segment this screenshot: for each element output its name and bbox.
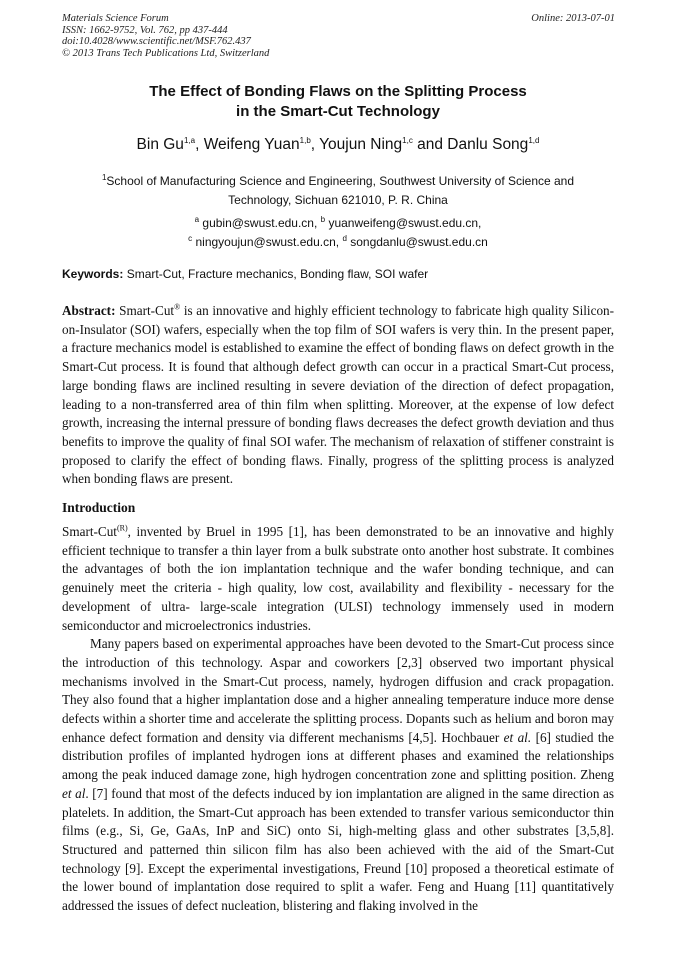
journal-name: Materials Science Forum (62, 13, 169, 24)
abstract (62, 302, 614, 489)
paper-title (62, 82, 614, 122)
title-line-2: in the Smart-Cut Technology (236, 103, 440, 120)
author-separator: and (412, 136, 448, 153)
p1-text: , invented by Bruel in 1995 [1], has been demonstrated to be an innovative and highly efficient technique to transfer a thin layer from a bulk substrate onto another host substrate. It combines the advantages of both the ion implantation technique and the wafer bonding technique, and can genuinely meet the criteria - high quality, low cost, availability and flexibility - necessary for the development of ultra- large-scale integration (ULSI) technology immensely used in modern semiconductor and microelectronics industries. (62, 524, 614, 633)
affiliation (62, 172, 614, 209)
email-d[interactable]: songdanlu@swust.edu.cn (350, 234, 488, 249)
author-sup: 1,a (183, 135, 196, 145)
p1-sup: (R) (116, 523, 128, 533)
introduction-body (62, 523, 614, 916)
author-name: Danlu Song (447, 136, 529, 153)
author-sup: 1,b (299, 135, 311, 145)
author-sup: 1,c (402, 135, 413, 145)
author-name: Bin Gu (136, 136, 184, 153)
abstract-text: is an innovative and highly efficient technology to fabricate high quality Silicon-on-Insulator (SOI) wafers, especially when the top film of SOI wafers is very thin. In the present paper, a fracture mechanics model is established to examine the effect of bonding flaws on defect growth in the Smart-Cut process. It is found that although defect growth can occur in a practical Smart-Cut process, large bonding flaws are inclined resulting in severe deviation of the direction of defect propagation, leading to a non-transferred area of thin film when splitting. Moreover, at the expense of low defect growth, increasing the internal pressure of bonding flaws decreases the defect growth deviation and thus benefits to improve the quality of final SOI wafer. The mechanism of relaxation of stiffener constraint is proposed to clarify the effect of bonding flaws. Finally, progress of the splitting process is analyzed when bonding flaws are present. (62, 303, 615, 487)
journal-header (62, 13, 269, 59)
paragraph-1 (62, 523, 614, 635)
affiliation-line-1: School of Manufacturing Science and Engineering, Southwest University of Science and (106, 174, 575, 188)
registered-mark: ® (174, 302, 181, 312)
email-b[interactable]: yuanweifeng@swust.edu.cn, (328, 216, 482, 230)
section-heading-introduction: Introduction (62, 500, 136, 515)
online-date: Online: 2013-07-01 (531, 13, 615, 24)
email-a[interactable]: gubin@swust.edu.cn, (202, 216, 318, 230)
abstract-lead: Smart-Cut (119, 303, 175, 318)
author-separator: , (195, 136, 204, 153)
title-line-1: The Effect of Bonding Flaws on the Splitting Process (149, 83, 527, 100)
p1-lead: Smart-Cut (62, 524, 117, 539)
journal-doi[interactable]: doi:10.4028/www.scientific.net/MSF.762.437 (62, 36, 251, 48)
affiliation-sup: 1 (101, 173, 107, 182)
keywords (62, 267, 614, 281)
journal-copyright: © 2013 Trans Tech Publications Ltd, Switzerland (62, 47, 270, 59)
author-list (62, 136, 614, 154)
et-al: et al (62, 785, 86, 801)
author-name: Weifeng Yuan (203, 136, 300, 153)
journal-issn: ISSN: 1662-9752, Vol. 762, pp 437-444 (62, 24, 228, 36)
email-block: $^a$ gubin@swust.edu.cn, $^b$ yuanweifeng@swust.edu.cn, $^c$ ningyoujun@swust.edu.cn, $^d$ songdanlu@swust.edu.cn (188, 215, 488, 249)
email-c[interactable]: ningyoujun@swust.edu.cn, (195, 234, 340, 249)
keywords-text: Smart-Cut, Fracture mechanics, Bonding flaw, SOI wafer (126, 267, 429, 281)
paragraph-2: Many papers based on experimental approaches have been devoted to the Smart-Cut process since the introduction of this technology. Aspar and coworkers [2,3] observed two important physical mechanisms involved in the Smart-Cut process, namely, hydrogen diffusion and crack propagation. They also found that a higher implantation dose and a higher annealing temperature induce more dense defects within a shorter time and accelerate the splitting process. Dopants such as helium and boron may enhance defect formation and density via different mechanisms [4,5]. Hochbauer et al. [6] studied the distribution profiles of implanted hydrogen ions at different phases and examined the relationships among the peak induced damage zone, high hydrogen concentration zone and splitting position. Zheng et al. [7] found that most of the defects induced by ion implantation are aligned in the same direction as platelets. In addition, the Smart-Cut approach has been extended to transfer various semiconductor thin films (e.g., Si, Ge, GaAs, InP and SiC) onto Si, high-melting glass and other substrates [3,5,8]. Structured and patterned thin silicon film has also been achieved with the aid of the Smart-Cut technology [9]. Except the experimental investigations, Freund [10] proposed a theoretical estimate of the lower bound of implantation dose required to split a wafer. Feng and Huang [11] quantitatively addressed the issues of defect nucleation, blistering and flaking involved in the (62, 636, 614, 914)
keywords-label: Keywords: (62, 267, 124, 281)
et-al: et al. (503, 729, 532, 745)
abstract-label: Abstract: (62, 303, 116, 318)
affiliation-line-2: Technology, Sichuan 621010, P. R. China (228, 192, 448, 207)
author-separator: , (310, 136, 320, 153)
author-sup: 1,d (528, 135, 540, 145)
author-name: Youjun Ning (319, 136, 403, 153)
